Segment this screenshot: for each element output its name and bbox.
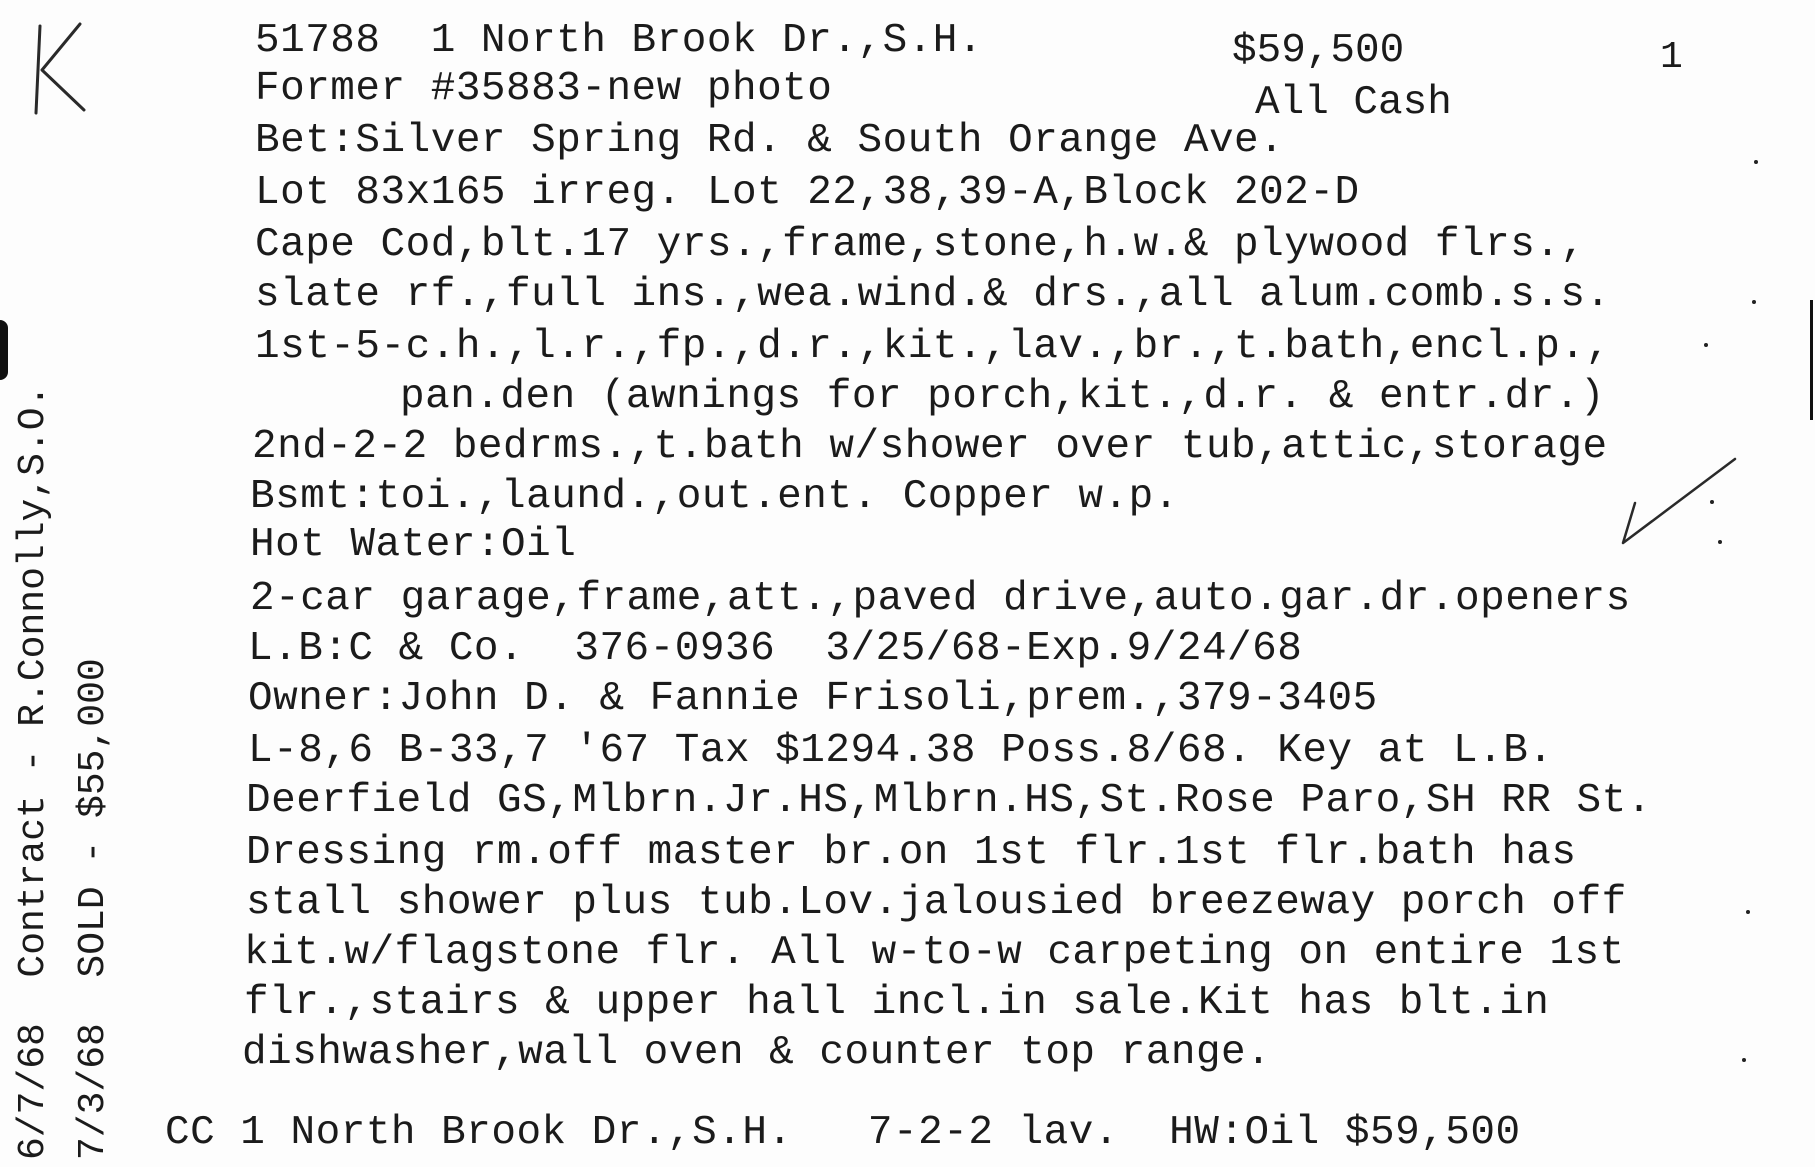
side-note-contract: 6/7/68 Contract - R.Connolly,S.O. <box>12 384 55 1160</box>
listing-line-2: Former #35883-new photo <box>255 66 833 112</box>
listing-line-8: pan.den (awnings for porch,kit.,d.r. & entr.dr.) <box>400 374 1605 420</box>
listing-line-3: Bet:Silver Spring Rd. & South Orange Ave. <box>255 118 1285 164</box>
listing-line-11: Hot Water:Oil <box>250 522 577 568</box>
card-number: 1 <box>1660 36 1683 79</box>
listing-price: $59,500 <box>1232 28 1405 74</box>
listing-line-7: 1st-5-c.h.,l.r.,fp.,d.r.,kit.,lav.,br.,t.bath,encl.p., <box>255 324 1611 370</box>
listing-line-15: L-8,6 B-33,7 '67 Tax $1294.38 Poss.8/68. Key at L.B. <box>248 728 1554 774</box>
listing-line-19: kit.w/flagstone flr. All w-to-w carpeting on entire 1st <box>244 930 1625 976</box>
listing-line-4: Lot 83x165 irreg. Lot 22,38,39-A,Block 202-D <box>255 170 1360 216</box>
listing-line-14: Owner:John D. & Fannie Frisoli,prem.,379-3405 <box>248 676 1378 722</box>
side-note-sold: 7/3/68 SOLD - $55,000 <box>72 658 115 1160</box>
left-edge-mark <box>0 320 8 380</box>
footer-summary: CC 1 North Brook Dr.,S.H. 7-2-2 lav. HW:Oil $59,500 <box>165 1110 1521 1156</box>
handwritten-k-mark <box>28 18 90 118</box>
listing-line-9: 2nd-2-2 bedrms.,t.bath w/shower over tub,attic,storage <box>252 424 1608 470</box>
checkmark-icon <box>1615 455 1745 555</box>
listing-line-5: Cape Cod,blt.17 yrs.,frame,stone,h.w.& plywood flrs., <box>255 222 1586 268</box>
listing-line-17: Dressing rm.off master br.on 1st flr.1st flr.bath has <box>246 830 1577 876</box>
listing-line-16: Deerfield GS,Mlbrn.Jr.HS,Mlbrn.HS,St.Rose Paro,SH RR St. <box>246 778 1652 824</box>
listing-line-12: 2-car garage,frame,att.,paved drive,auto.gar.dr.openers <box>250 576 1631 622</box>
listing-line-20: flr.,stairs & upper hall incl.in sale.Kit has blt.in <box>244 980 1550 1026</box>
listing-terms: All Cash <box>1255 80 1452 126</box>
listing-line-1: 51788 1 North Brook Dr.,S.H. <box>255 18 984 64</box>
listing-line-18: stall shower plus tub.Lov.jalousied breezeway porch off <box>246 880 1627 926</box>
listing-line-13: L.B:C & Co. 376-0936 3/25/68-Exp.9/24/68 <box>248 626 1303 672</box>
listing-line-6: slate rf.,full ins.,wea.wind.& drs.,all alum.comb.s.s. <box>255 272 1611 318</box>
right-edge-mark <box>1810 300 1813 420</box>
listing-line-10: Bsmt:toi.,laund.,out.ent. Copper w.p. <box>250 474 1179 520</box>
listing-line-21: dishwasher,wall oven & counter top range. <box>242 1030 1272 1076</box>
